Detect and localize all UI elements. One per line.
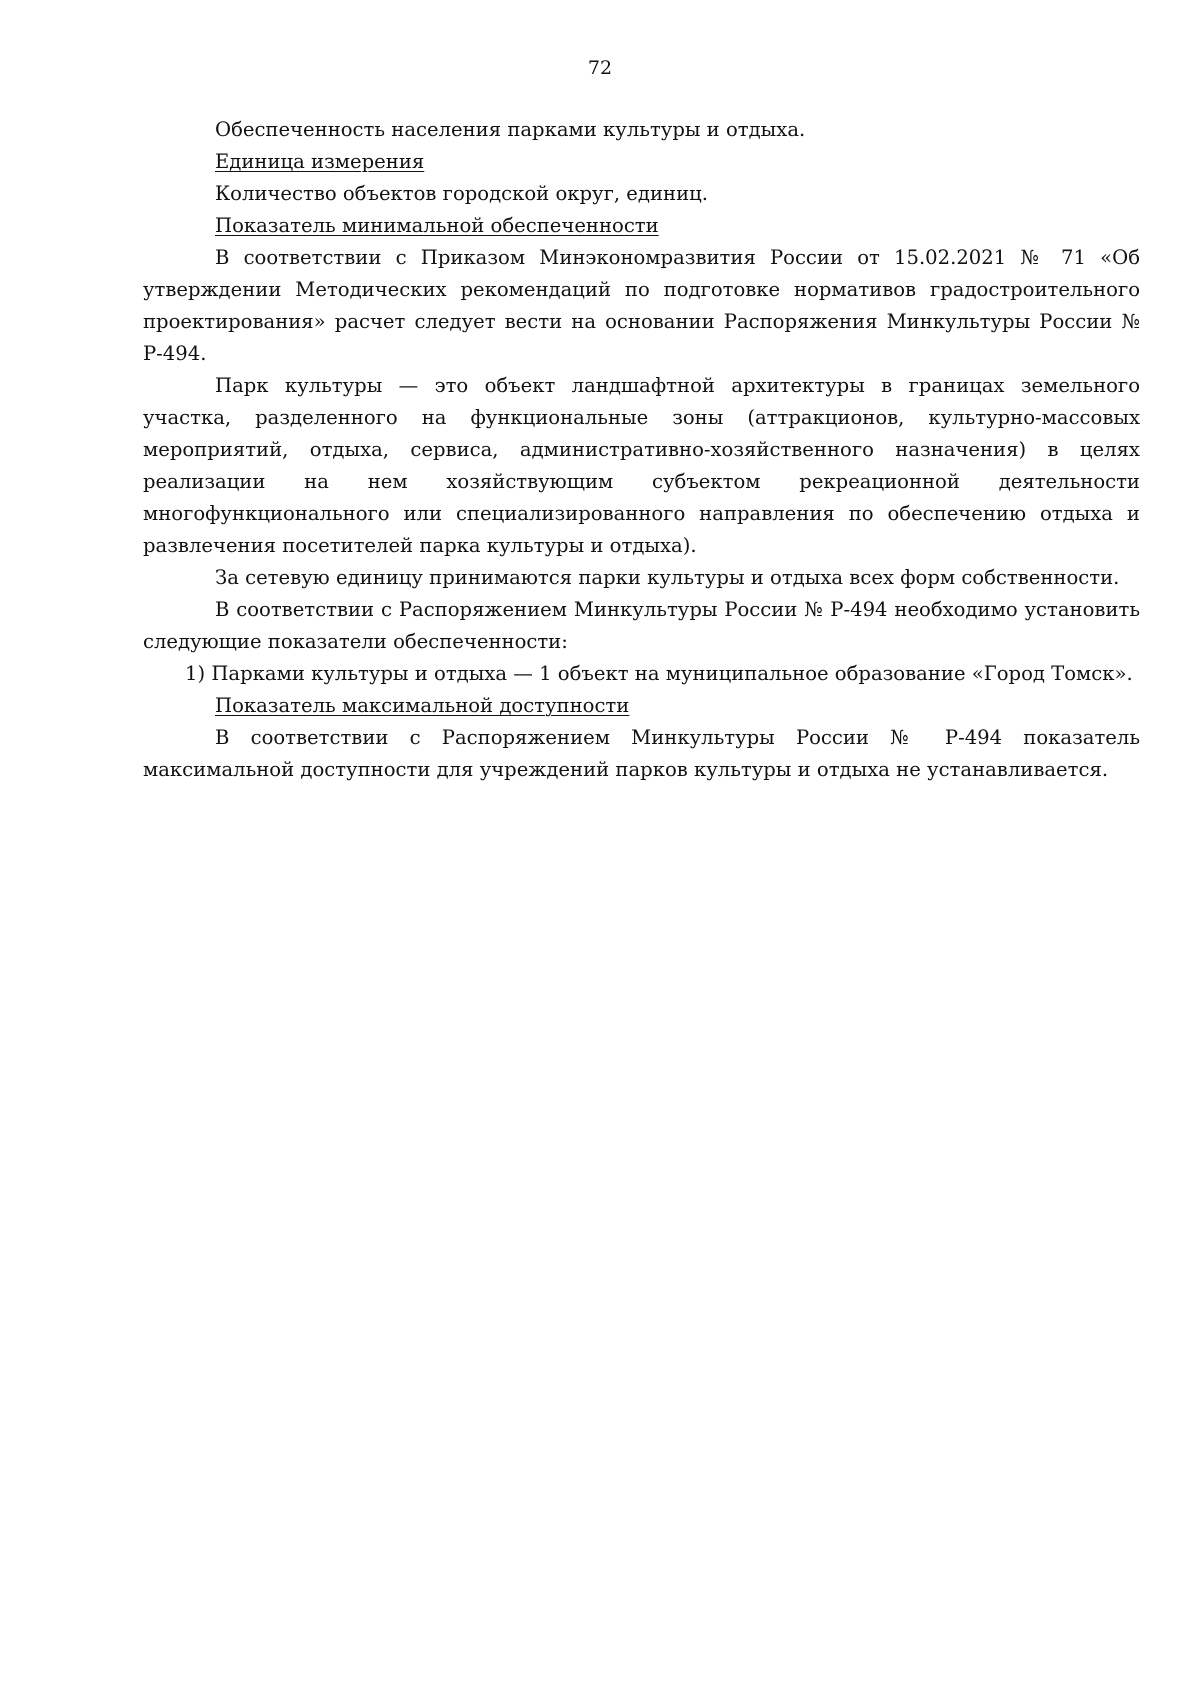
page-number: 72: [587, 57, 613, 79]
heading-minimum-provision: Показатель минимальной обеспеченности: [215, 214, 659, 237]
paragraph-provision-indicators: В соответствии с Распоряжением Минкультуры России № Р-494 необходимо установить следующие показатели обеспеченности:: [143, 598, 1140, 653]
heading-maximum-accessibility: Показатель максимальной доступности: [215, 694, 630, 717]
paragraph-park-definition: Парк культуры — это объект ландшафтной архитектуры в границах земельного участка, разделенного на функциональные зоны (аттракционов, культурно-массовых мероприятий, отдыха, сервиса, административно-хозяйственного назначения) в целях реализации на нем хозяйствующим субъектом рекреационной деятельности многофункционального или специализированного направления по обеспечению отдыха и развлечения посетителей парка культуры и отдыха).: [143, 374, 1140, 557]
document-body: [143, 114, 1140, 786]
paragraph-network-unit: За сетевую единицу принимаются парки культуры и отдыха всех форм собственности.: [215, 566, 1120, 589]
paragraph-order-reference: В соответствии с Приказом Минэкономразвития России от 15.02.2021 № 71 «Об утверждении Методических рекомендаций по подготовке нормативов градостроительного проектирования» расчет следует вести на основании Распоряжения Минкультуры России № Р-494.: [143, 246, 1140, 365]
heading-unit-of-measure: Единица измерения: [215, 150, 425, 173]
paragraph-provision-title: Обеспеченность населения парками культуры и отдыха.: [215, 118, 806, 141]
paragraph-unit-of-measure: Количество объектов городской округ, единиц.: [215, 182, 708, 205]
list-item-parks: 1) Парками культуры и отдыха — 1 объект на муниципальное образование «Город Томск».: [185, 662, 1133, 685]
paragraph-accessibility: В соответствии с Распоряжением Минкультуры России № Р-494 показатель максимальной доступности для учреждений парков культуры и отдыха не устанавливается.: [143, 726, 1140, 781]
